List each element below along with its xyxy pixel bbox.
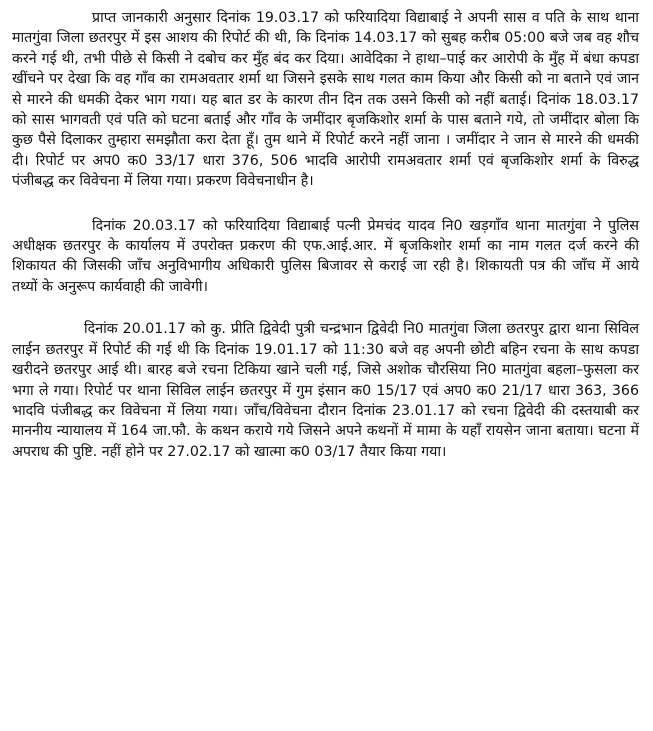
paragraph-3: दिनांक 20.01.17 को कु. प्रीति द्विवेदी पुत्री चन्द्रभान द्विवेदी नि0 मातगुंवा जिला छतरपुर द्वारा थाना सिविल लाईन छतरपुर में रिपोर्ट की गई थी कि दिनांक 19.01.17 को 11:30 बजे वह अपनी छोटी बहिन रचना के साथ कपडा खरीदने छतरपुर आई थी। बारह बजे रचना टिकिया खाने चली गई, जिसे अशोक चौरसिया नि0 मातगुंवा बहला–फुसला कर भगा ले गया। रिपोर्ट पर थाना सिविल लाईन छतरपुर में गुम इंसान क0 15/17 एवं अप0 क0 21/17 धारा 363, 366 भादवि पंजीबद्ध कर विवेचना में लिया गया। जाँच/विवेचना दौरान दिनांक 23.01.17 को रचना द्विवेदी की दस्तयाबी कर माननीय न्यायालय में 164 जा.फौ. के कथन कराये गये जिसने अपने कथनों में मामा के यहाँ रायसेन जाना बताया। घटना में अपराध की पुष्टि. नहीं होने पर 27.02.17 को खात्मा क0 03/17 तैयार किया गया। [12, 321, 639, 460]
paragraph-1: प्राप्त जानकारी अनुसार दिनांक 19.03.17 को फरियादिया विद्याबाई ने अपनी सास व पति के साथ थाना मातगुंवा जिला छतरपुर में इस आशय की रिपोर्ट की थी, कि दिनांक 14.03.17 को सुबह करीब 05:00 बजे जब वह शौच करने गई थी, तभी पीछे से किसी ने दबोच कर मुँह बंद कर दिया। आवेदिका ने हाथा–पाई कर आरोपी के मुँह में बंधा कपडा खींचने पर देखा कि वह गाँव का रामअवतार शर्मा था जिसने इसके साथ गलत काम किया और किसी को ना बताने एवं जान से मारने की धमकी देकर भाग गया। यह बात डर के कारण तीन दिन तक उसने किसी को नहीं बताई। दिनांक 18.03.17 को सास भागवती एवं पति को घटना बताई और गाँव के जमींदार बृजकिशोर शर्मा के पास बताने गये, तो जमींदार बोला कि कुछ पैसे दिलाकर तुम्हारा समझौता करा देता हूँ। तुम थाने में रिपोर्ट करने नहीं जाना । जमींदार ने जान से मारने की धमकी दी। रिपोर्ट पर अप0 क0 33/17 धारा 376, 506 भादवि आरोपी रामअवतार शर्मा एवं बृजकिशोर शर्मा के विरुद्ध पंजीबद्ध कर विवेचना में लिया गया। प्रकरण विवेचनाधीन है। [12, 10, 639, 190]
paragraph-2: दिनांक 20.03.17 को फरियादिया विद्याबाई पत्नी प्रेमचंद यादव नि0 खड़गाँव थाना मातगुंवा ने पुलिस अधीक्षक छतरपुर के कार्यालय में उपरोक्त प्रकरण की एफ.आई.आर. में बृजकिशोर शर्मा का नाम गलत दर्ज करने की शिकायत की जिसकी जाँच अनुविभागीय अधिकारी पुलिस बिजावर से कराई जा रही है। शिकायती पत्र की जाँच में आये तथ्यों के अनुरूप कार्यवाही की जावेगी। [12, 217, 639, 295]
